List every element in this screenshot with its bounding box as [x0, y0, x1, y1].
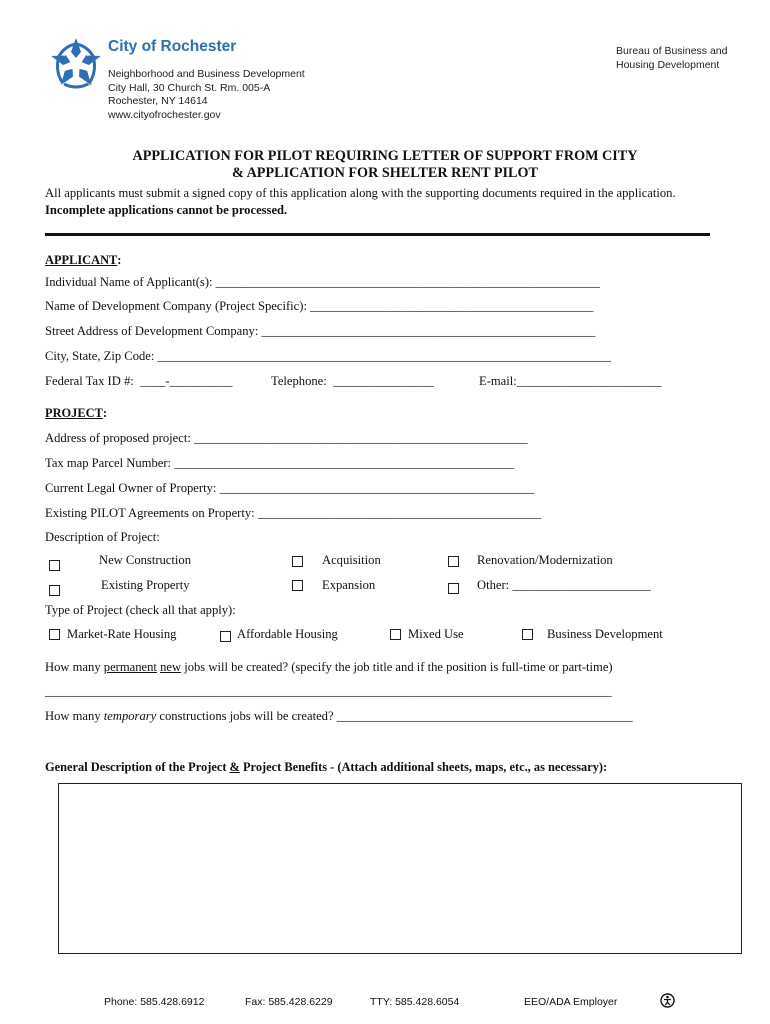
registered-mark: ®: [87, 82, 92, 88]
expansion-label: Expansion: [322, 578, 376, 592]
market-rate-label: Market-Rate Housing: [67, 627, 177, 641]
title-line: APPLICATION FOR PILOT REQUIRING LETTER OF SUPPORT FROM CITY: [132, 148, 638, 164]
section-divider: [45, 233, 710, 236]
gen-amp: &: [229, 760, 240, 774]
acquisition-label: Acquisition: [322, 553, 381, 567]
other-checkbox[interactable]: [448, 583, 459, 594]
permanent-word: permanent: [103, 660, 157, 674]
form-title: [0, 148, 770, 182]
heading-colon: :: [102, 406, 107, 420]
applicant-heading-text: APPLICANT: [45, 253, 118, 267]
q-prefix: How many: [45, 660, 104, 674]
q-suffix: constructions jobs will be created? _______________________________________________: [156, 709, 633, 723]
gen-suffix: Project Benefits - (Attach additional sheets, maps, etc., as necessary):: [239, 760, 608, 774]
existing-pilot-field[interactable]: Existing PILOT Agreements on Property: _____________________________________________: [45, 506, 542, 520]
renovation-label: Renovation/Modernization: [477, 553, 613, 567]
legal-owner-field[interactable]: Current Legal Owner of Property: __________________________________________________: [45, 481, 535, 495]
temporary-jobs-field[interactable]: [45, 709, 633, 724]
business-development-label: Business Development: [547, 627, 663, 641]
expansion-checkbox[interactable]: [292, 580, 303, 591]
new-construction-checkbox[interactable]: [49, 560, 60, 571]
applicant-name-field[interactable]: Individual Name of Applicant(s): _____________________________________________________________: [45, 275, 600, 289]
renovation-checkbox[interactable]: [448, 556, 459, 567]
affordable-housing-checkbox[interactable]: [220, 631, 231, 642]
bureau-line: Housing Development: [616, 58, 720, 71]
new-construction-label: New Construction: [99, 553, 191, 567]
description-label: Description of Project:: [45, 530, 160, 544]
email-field[interactable]: E-mail:_______________________: [479, 374, 662, 388]
development-company-field[interactable]: Name of Development Company (Project Specific): _____________________________________________: [45, 299, 594, 313]
project-address-field[interactable]: Address of proposed project: _____________________________________________________: [45, 431, 528, 445]
general-description-textarea[interactable]: [58, 783, 742, 954]
address-line: Neighborhood and Business Development: [108, 68, 305, 80]
parcel-number-field[interactable]: Tax map Parcel Number: ______________________________________________________: [45, 456, 515, 470]
address-line: Rochester, NY 14614: [108, 95, 208, 108]
general-description-heading: [45, 760, 607, 775]
accessibility-icon: [660, 993, 675, 1008]
temporary-word: temporary: [103, 709, 157, 723]
city-state-zip-field[interactable]: City, State, Zip Code: ________________________________________________________________________: [45, 349, 611, 363]
new-word: new: [160, 660, 182, 674]
footer-phone: Phone: 585.428.6912: [104, 996, 205, 1008]
heading-colon: :: [117, 253, 122, 267]
existing-property-checkbox[interactable]: [49, 585, 60, 596]
footer-tty: TTY: 585.428.6054: [370, 996, 460, 1008]
gen-prefix: General Description of the Project: [45, 760, 230, 774]
bureau-name: [616, 45, 728, 72]
market-rate-checkbox[interactable]: [49, 629, 60, 640]
company-address-field[interactable]: Street Address of Development Company: _____________________________________________________: [45, 324, 596, 338]
tax-id-field[interactable]: Federal Tax ID #: ____-__________: [45, 374, 233, 388]
city-logo-icon: [48, 36, 104, 92]
title-line: & APPLICATION FOR SHELTER RENT PILOT: [231, 165, 538, 181]
bureau-line: Bureau of Business and: [616, 45, 728, 57]
telephone-field[interactable]: Telephone: ________________: [271, 374, 434, 388]
other-field[interactable]: Other: ______________________: [477, 578, 651, 592]
business-development-checkbox[interactable]: [522, 629, 533, 640]
affordable-housing-label: Affordable Housing: [237, 627, 338, 641]
city-name: City of Rochester: [108, 38, 237, 55]
permanent-jobs-question: [45, 660, 613, 675]
website-link[interactable]: www.cityofrochester.gov: [108, 108, 221, 121]
applicant-heading: [45, 253, 121, 268]
intro-warning: Incomplete applications cannot be processed.: [45, 203, 288, 217]
type-label: Type of Project (check all that apply):: [45, 603, 236, 617]
intro-paragraph: [45, 185, 725, 219]
mixed-use-label: Mixed Use: [408, 627, 464, 641]
address-line: City Hall, 30 Church St. Rm. 005-A: [108, 81, 271, 94]
intro-text: All applicants must submit a signed copy of this application along with the supporting documents required in the application.: [45, 186, 676, 200]
project-heading: [45, 406, 107, 421]
footer-fax: Fax: 585.428.6229: [245, 996, 333, 1008]
mixed-use-checkbox[interactable]: [390, 629, 401, 640]
q-suffix: jobs will be created? (specify the job title and if the position is full-time or part-time): [181, 660, 613, 674]
project-heading-text: PROJECT: [45, 406, 103, 420]
acquisition-checkbox[interactable]: [292, 556, 303, 567]
q-prefix: How many: [45, 709, 104, 723]
city-address: [108, 68, 305, 122]
footer-eeo: EEO/ADA Employer: [524, 996, 618, 1008]
existing-property-label: Existing Property: [101, 578, 190, 592]
permanent-jobs-field[interactable]: __________________________________________________________________________________________: [45, 684, 612, 698]
